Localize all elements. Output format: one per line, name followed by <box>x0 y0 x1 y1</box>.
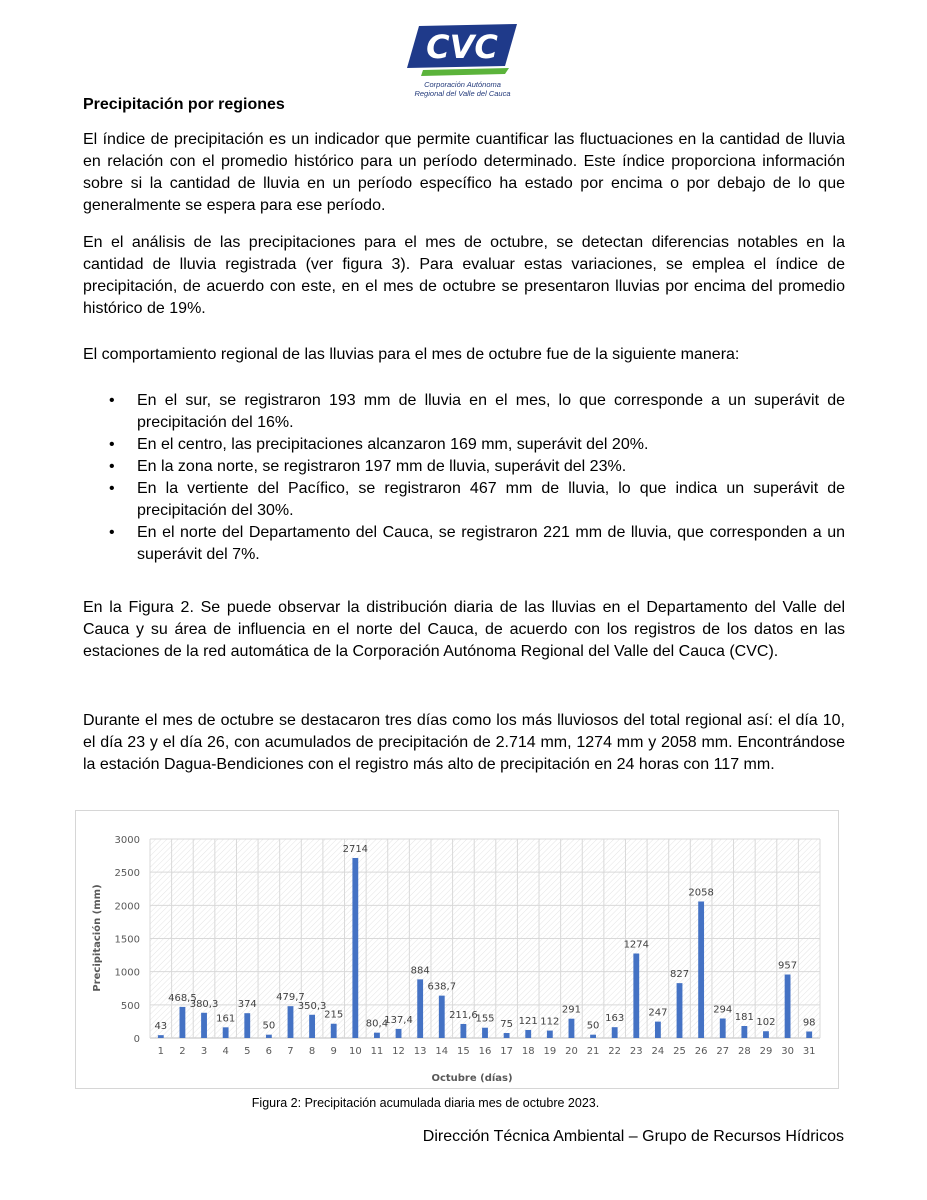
y-tick-label: 2000 <box>114 901 140 913</box>
logo-text: CVC <box>426 28 498 66</box>
bullet-text: En la zona norte, se registraron 197 mm de lluvia, superávit del 23%. <box>137 458 627 475</box>
x-tick-label: 31 <box>802 1046 816 1057</box>
regional-bullet-list <box>83 390 845 566</box>
daily-precipitation-chart <box>75 810 839 1089</box>
bar-value-label: 98 <box>802 1017 816 1029</box>
bar-value-label: 112 <box>540 1016 560 1028</box>
bullet-text: En la vertiente del Pacífico, se registraron 467 mm de lluvia, lo que indica un superávit de precipitación del 30%. <box>137 480 845 519</box>
paragraph-2: En el análisis de las precipitaciones para el mes de octubre, se detectan diferencias notables en la cantidad de lluvia registrada (ver figura 3). Para evaluar estas variaciones, se emplea el índice de precipitación, de acuerdo con este, en el mes de octubre se presentaron lluvias por encima del promedio histórico de 19%. <box>83 234 845 317</box>
paragraph-4: En la Figura 2. Se puede observar la distribución diaria de las lluvias en el Departamento del Valle del Cauca y su área de influencia en el norte del Cauca, de acuerdo con los registros de los datos en las estaciones de la red automática de la Corporación Autónoma Regional del Valle del Cauca (CVC). <box>83 599 845 660</box>
y-axis-label: Precipitación (mm) <box>92 884 103 992</box>
bar <box>158 1035 164 1038</box>
bar-value-label: 374 <box>237 999 257 1011</box>
x-tick-label: 25 <box>673 1046 686 1057</box>
x-tick-label: 12 <box>392 1046 405 1057</box>
bar-value-label: 294 <box>713 1004 733 1016</box>
x-tick-label: 16 <box>478 1046 492 1057</box>
section-heading: Precipitación por regiones <box>83 96 285 113</box>
bar <box>806 1031 812 1038</box>
x-tick-label: 2 <box>179 1046 186 1057</box>
bar <box>223 1027 229 1038</box>
bar-value-label: 884 <box>410 965 430 977</box>
bar <box>439 996 445 1038</box>
x-tick-label: 27 <box>716 1046 730 1057</box>
bullet-dot-icon: • <box>109 392 115 409</box>
x-tick-label: 10 <box>348 1046 362 1057</box>
bar <box>331 1024 337 1038</box>
bar-value-label: 80,4 <box>365 1018 389 1030</box>
bullet-dot-icon: • <box>109 436 115 453</box>
x-tick-label: 23 <box>629 1046 643 1057</box>
bar-value-label: 215 <box>324 1009 344 1021</box>
bar <box>569 1019 575 1038</box>
x-tick-label: 15 <box>457 1046 470 1057</box>
bar-value-label: 50 <box>262 1020 276 1032</box>
bullet-text: En el centro, las precipitaciones alcanzaron 169 mm, superávit del 20%. <box>137 436 649 453</box>
x-tick-label: 3 <box>200 1046 208 1057</box>
bar <box>612 1027 618 1038</box>
bar <box>396 1029 402 1038</box>
page-footer: Dirección Técnica Ambiental – Grupo de Recursos Hídricos <box>422 1128 844 1145</box>
bar-value-label: 43 <box>154 1021 168 1033</box>
bullet-dot-icon: • <box>109 480 115 497</box>
x-axis-label: Octubre (días) <box>431 1073 513 1084</box>
x-tick-label: 5 <box>244 1046 251 1057</box>
bullet-item <box>83 390 845 434</box>
bullet-dot-icon: • <box>109 524 115 541</box>
bar <box>180 1007 186 1038</box>
y-tick-label: 1000 <box>114 967 140 979</box>
x-tick-label: 26 <box>694 1046 708 1057</box>
bar-value-label: 181 <box>734 1011 754 1023</box>
bar <box>633 953 639 1038</box>
y-tick-label: 2500 <box>114 868 140 880</box>
x-tick-label: 24 <box>651 1046 665 1057</box>
bar <box>525 1030 531 1038</box>
x-tick-label: 13 <box>413 1046 427 1057</box>
bar-value-label: 161 <box>216 1013 236 1025</box>
bar <box>460 1024 466 1038</box>
bar-value-label: 102 <box>756 1017 776 1029</box>
bar-value-label: 957 <box>778 960 798 972</box>
x-tick-label: 11 <box>370 1046 384 1057</box>
bullet-text: En el sur, se registraron 193 mm de lluvia en el mes, lo que corresponde a un superávit de precipitación del 16%. <box>137 392 845 431</box>
figure-caption: Figura 2: Precipitación acumulada diaria mes de octubre 2023. <box>251 1096 600 1110</box>
bar-value-label: 211,6 <box>449 1009 478 1021</box>
x-tick-label: 14 <box>435 1046 449 1057</box>
bar-value-label: 155 <box>475 1013 495 1025</box>
bar-value-label: 468,5 <box>168 992 197 1004</box>
bar-value-label: 827 <box>669 969 690 981</box>
x-tick-label: 4 <box>222 1046 229 1057</box>
bar <box>677 983 683 1038</box>
bullet-item <box>83 456 845 478</box>
bar <box>244 1013 250 1038</box>
bar <box>504 1033 510 1038</box>
bar <box>785 975 791 1038</box>
y-tick-label: 3000 <box>114 835 140 846</box>
x-tick-label: 1 <box>157 1046 164 1057</box>
bullet-item <box>83 434 845 456</box>
bar <box>763 1031 769 1038</box>
chart-svg <box>76 811 838 1088</box>
x-tick-label: 22 <box>608 1046 622 1057</box>
bullet-text: En el norte del Departamento del Cauca, se registraron 221 mm de lluvia, que corresponden a un superávit del 7%. <box>137 524 845 563</box>
x-tick-label: 18 <box>521 1046 535 1057</box>
bar-value-label: 2714 <box>342 843 369 855</box>
bar <box>417 979 423 1038</box>
x-tick-label: 20 <box>565 1046 578 1057</box>
bar <box>309 1015 315 1038</box>
bar <box>352 858 358 1038</box>
bar-value-label: 479,7 <box>276 992 305 1004</box>
x-tick-label: 9 <box>330 1046 337 1057</box>
logo-green-stripe <box>421 68 509 76</box>
bar <box>698 901 704 1038</box>
x-tick-label: 28 <box>737 1046 751 1057</box>
bar <box>655 1022 661 1038</box>
x-tick-label: 19 <box>543 1046 557 1057</box>
bullet-dot-icon: • <box>109 458 115 475</box>
bar-value-label: 380,3 <box>189 998 219 1010</box>
bar-value-label: 638,7 <box>427 981 457 993</box>
bar-value-label: 163 <box>605 1013 625 1025</box>
y-tick-label: 1500 <box>114 934 140 946</box>
bar-value-label: 291 <box>561 1004 581 1016</box>
y-tick-label: 500 <box>120 1000 140 1012</box>
bar-value-label: 247 <box>648 1007 668 1019</box>
bar <box>720 1018 726 1038</box>
bar-value-label: 121 <box>518 1015 538 1027</box>
bullet-item <box>83 522 845 566</box>
paragraph-5: Durante el mes de octubre se destacaron tres días como los más lluviosos del total regional así: el día 10, el día 23 y el día 26, con acumulados de precipitación de 2.714 mm, 1274 mm y 2058 mm. Encontrándose la estación Dagua-Bendiciones con el registro más alto de precipitación en 24 horas con 117 mm. <box>83 712 845 773</box>
x-tick-label: 21 <box>586 1046 600 1057</box>
bar <box>201 1013 207 1038</box>
x-tick-label: 17 <box>500 1046 513 1057</box>
bar-value-label: 2058 <box>688 887 714 899</box>
paragraph-3: El comportamiento regional de las lluvias para el mes de octubre fue de la siguiente manera: <box>83 346 740 363</box>
bar-value-label: 137,4 <box>384 1014 413 1026</box>
y-tick-label: 0 <box>133 1034 140 1045</box>
x-tick-label: 8 <box>308 1046 316 1057</box>
cvc-logo <box>405 22 520 100</box>
bar-value-label: 1274 <box>623 939 650 951</box>
x-tick-label: 29 <box>759 1046 773 1057</box>
bar <box>741 1026 747 1038</box>
x-tick-label: 7 <box>287 1046 294 1057</box>
x-tick-label: 30 <box>781 1046 794 1057</box>
bar-value-label: 50 <box>586 1020 600 1032</box>
bar <box>547 1031 553 1038</box>
bar <box>374 1033 380 1038</box>
bullet-item <box>83 478 845 522</box>
bar <box>590 1035 596 1038</box>
bar <box>482 1028 488 1038</box>
bar <box>288 1006 294 1038</box>
cvc-logo-mark <box>405 22 520 82</box>
logo-tagline-1: Corporación Autónoma <box>424 80 501 89</box>
logo-tagline-2: Regional del Valle del Cauca <box>414 89 511 98</box>
bar <box>266 1035 272 1038</box>
bar-value-label: 75 <box>500 1019 513 1031</box>
bar-value-label: 350,3 <box>297 1000 327 1012</box>
paragraph-1: El índice de precipitación es un indicador que permite cuantificar las fluctuaciones en la cantidad de lluvia en relación con el promedio histórico para un período determinado. Este índice proporciona información sobre si la cantidad de lluvia en un período específico ha estado por encima o por debajo de lo que generalmente se espera para ese período. <box>83 131 845 214</box>
x-tick-label: 6 <box>265 1046 273 1057</box>
